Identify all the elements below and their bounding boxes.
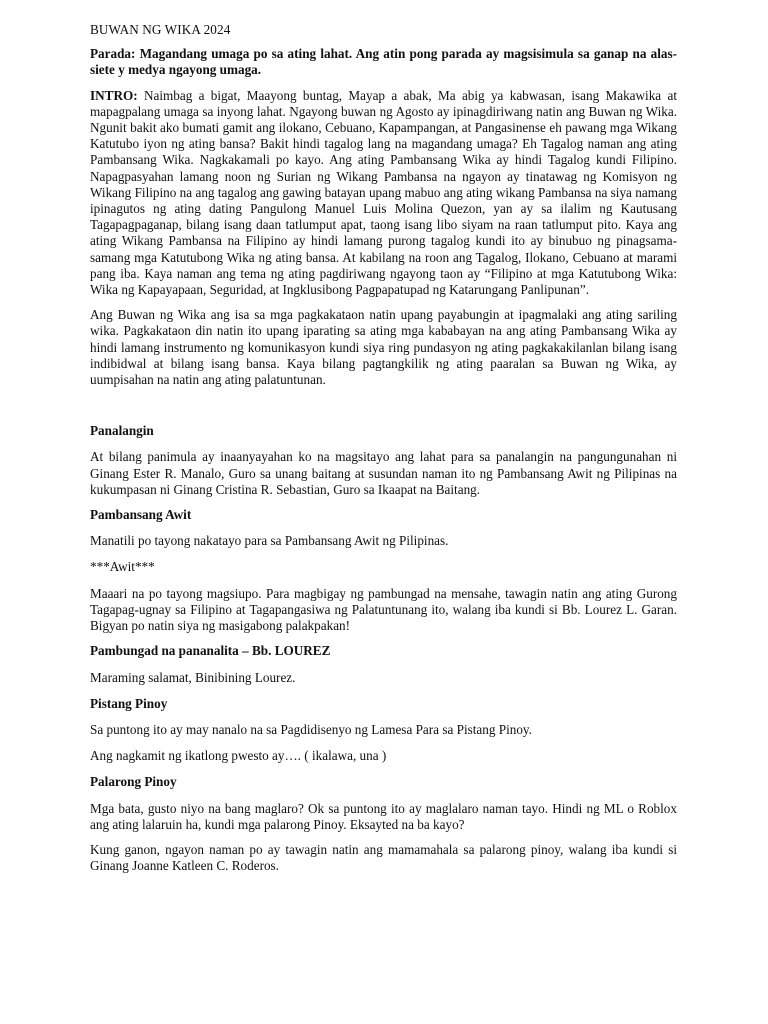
intro-paragraph bbox=[90, 88, 677, 299]
intro-text: Naimbag a bigat, Maayong buntag, Mayap a abak, Ma abig ya kabwasan, isang Makawika at mapagpalang umaga sa inyong lahat. Ngayong buwan ng Agosto ay ipinagdiriwang natin ang Buwan ng Wika. Ngunit bakit ako bumati gamit ang ilokano, Cebuano, Kapampangan, at Pangasinense eh pawang mga Wikang Katutubo iyon ng ating bansa? Bakit hindi tagalog lang na magandang umaga? Eh Tagalog naman ang ating Pambansang Wika. Nagkakamali po kayo. Ang ating Pambansang Wika ay hindi Tagalog kundi Filipino. Napagpasyahan lamang noon ng Surian ng Wikang Pambansa na ngayon ay tinatawag ng Komisyon ng Wikang Filipino na ang tagalog ang gawing batayan upang mabuo ang ating wikang Pambansa na siya namang ipinagutos ng ating dating Pangulong Manuel Luis Molina Quezon, yan ay sa ilalim ng Kautusang Tagapagpaganap, bilang isang daan tatlumput apat, taong isang libo siyam na raan tatlumput pito. Kaya ang ating Wikang Pambansa na Filipino ay hindi lamang purong tagalog kundi ito ay binubuo ng pinagsama-samang mga Katutubong Wika ng ating bansa. At kabilang na roon ang Tagalog, Ilokano, Cebuano at marami pang iba. Kaya naman ang tema ng ating pagdiriwang ngayong taon ay “Filipino at mga Katutubong Wika: Wika ng Kapayapaan, Seguridad, at Ingklusibong Pagpapatupad ng Katarungang Panlipunan”. bbox=[90, 87, 678, 298]
pistang-pinoy-winners: Ang nagkamit ng ikatlong pwesto ay…. ( ikalawa, una ) bbox=[90, 748, 387, 764]
pistang-pinoy-paragraph: Sa puntong ito ay may nanalo na sa Pagdidisenyo ng Lamesa Para sa Pistang Pinoy. bbox=[90, 721, 532, 737]
palarong-pinoy-heading: Palarong Pinoy bbox=[90, 774, 177, 790]
intro-label: INTRO: bbox=[90, 87, 138, 103]
document-header: BUWAN NG WIKA 2024 bbox=[90, 22, 231, 37]
document-page bbox=[90, 22, 677, 883]
pistang-pinoy-heading: Pistang Pinoy bbox=[90, 695, 168, 711]
pambansang-awit-paragraph: Manatili po tayong nakatayo para sa Pambansang Awit ng Pilipinas. bbox=[90, 533, 449, 549]
parada-paragraph: Parada: Magandang umaga po sa ating lahat. Ang atin pong parada ay magsisimula sa ganap na alas-siete y medya ngayong umaga. bbox=[90, 46, 677, 78]
panalangin-heading: Panalangin bbox=[90, 423, 154, 439]
panalangin-paragraph: At bilang panimula ay inaanyayahan ko na magsitayo ang lahat para sa panalangin na pangungunahan ni Ginang Ester R. Manalo, Guro sa unang baitang at susundan naman ito ng Pambansang Awit ng Pilipinas na kukumpasan ni Ginang Cristina R. Sebastian, Guro sa Ikaapat na Baitang. bbox=[90, 449, 677, 497]
palarong-pinoy-host-paragraph: Kung ganon, ngayon naman po ay tawagin natin ang mamamahala sa palarong pinoy, walang iba kundi si Ginang Joanne Katleen C. Roderos. bbox=[90, 841, 677, 874]
awit-marker: ***Awit*** bbox=[90, 559, 155, 575]
pambansang-awit-heading: Pambansang Awit bbox=[90, 507, 192, 523]
pambungad-paragraph: Maraming salamat, Binibining Lourez. bbox=[90, 669, 296, 685]
pambungad-heading: Pambungad na pananalita – Bb. LOUREZ bbox=[90, 643, 331, 659]
section-spacer bbox=[90, 397, 677, 423]
buwan-ng-wika-paragraph: Ang Buwan ng Wika ang isa sa mga pagkakataon natin upang payabungin at ipagmalaki ang ating sariling wika. Pagkakataon din natin ito upang iparating sa ating mga kababayan na ang ating Pambansang Wika ay hindi lamang instrumento ng komunikasyon kundi siya ring pundasyon ng ating pagkakakilanlan bilang isang indibidwal at bilang isang bansa. Kaya bilang pagtangkilik ng ating paaralan sa Buwan ng Wika, ay uumpisahan na natin ang ating palatuntunan. bbox=[90, 307, 677, 388]
magsiupo-paragraph: Maaari na po tayong magsiupo. Para magbigay ng pambungad na mensahe, tawagin natin ang ating Gurong Tagapag-ugnay sa Filipino at Tagapangasiwa ng Palatuntunang ito, walang iba kundi si Bb. Lourez L. Garan. Bigyan po natin siya ng masigabong palakpakan! bbox=[90, 585, 677, 634]
palarong-pinoy-paragraph: Mga bata, gusto niyo na bang maglaro? Ok sa puntong ito ay maglalaro naman tayo. Hindi ng ML o Roblox ang ating lalaruin ha, kundi mga palarong Pinoy. Eksayted na ba kayo? bbox=[90, 800, 677, 832]
